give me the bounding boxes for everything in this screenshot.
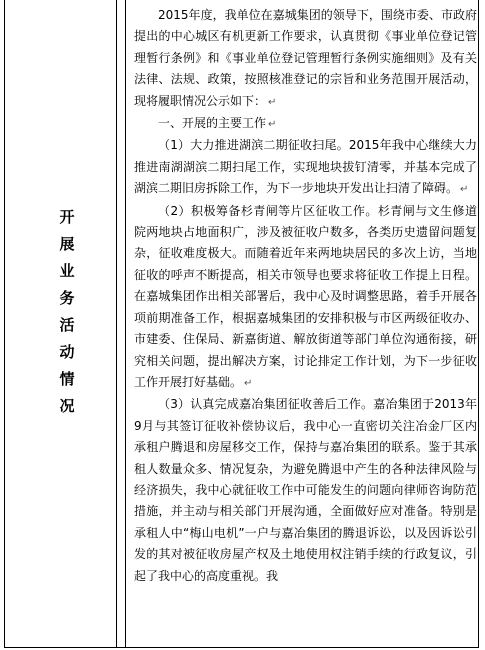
section-title-char: 开 [59, 208, 75, 226]
section-title-char: 活 [59, 316, 75, 334]
paragraph-heading [134, 113, 477, 135]
section-title-char: 业 [59, 262, 75, 280]
paragraph-item-3 [134, 394, 477, 587]
paragraph-text: （1）大力推进湖滨二期征收扫尾。2015年我中心继续大力推进南湖湖滨二期扫尾工作，实现地块拔钉清零，并基本完成了湖滨二期旧房拆除工作，为下一步地块开发出让扫清了障碍。 [134, 138, 477, 196]
paragraph-text: 2015年度，我单位在嘉城集团的领导下，围绕市委、市政府提出的中心城区有机更新工作要求，认真贯彻《事业单位登记管理暂行条例》和《事业单位登记管理暂行条例实施细则》及有关法律、法规、政策，按照核准登记的宗旨和业务范围开展活动，现将履职情况公示如下： [134, 8, 477, 108]
section-title [55, 210, 79, 426]
paragraph-item-2 [134, 201, 477, 395]
section-title-char: 展 [59, 235, 75, 253]
content-cell [125, 0, 480, 647]
paragraph-mark: ↵ [268, 119, 277, 131]
paragraph-item-1 [134, 135, 477, 200]
paragraph-text: （2）积极筹备杉青闸等片区征收工作。杉青闸与文生修道院两地块占地面积广，涉及被征收户数多，各类历史遗留问题复杂，征收难度极大。而随着近年来两地块居民的多次上访，当地征收的呼声不断提高，相关市领导也要求将征收工作提上日程。在嘉城集团作出相关部署后，我中心及时调整思路，着手开展各项前期准备工作，根据嘉城集团的安排积极与市区两级征收办、市建委、住保局、新嘉街道、解放街道等部门单位沟通衔接，研究相关问题，提出解决方案，讨论排定工作计划，为下一步征收工作开展打好基础。 [134, 203, 477, 389]
section-label-cell [5, 0, 117, 647]
paragraph-mark: ↵ [460, 184, 469, 196]
paragraph-text: （3）认真完成嘉冶集团征收善后工作。嘉冶集团于2013年9月与其签订征收补偿协议后，我中心一直密切关注冶金厂区内承租户腾退和房屋移交工作，保持与嘉冶集团的联系。鉴于其承租人数量众多、情况复杂，为避免腾退中产生的各种法律风险与经济损失，我中心就征收工作中可能发生的问题向律师咨询防范措施，并主动与相关部门开展沟通，全面做好应对准备。特别是承租人中“梅山电机”一户与嘉冶集团的腾退诉讼，以及因诉讼引发的其对被征收房屋产权及土地使用权注销手续的行政复议，引起了我中心的高度重视。我 [134, 397, 477, 583]
document-table [4, 0, 479, 648]
paragraph-mark: ↵ [244, 377, 253, 389]
section-title-char: 情 [59, 370, 75, 388]
content-body [134, 5, 477, 587]
paragraph-mark: ↵ [268, 96, 277, 108]
section-title-char: 务 [59, 289, 75, 307]
section-title-char: 动 [59, 343, 75, 361]
paragraph-intro [134, 5, 477, 113]
paragraph-text: 一、开展的主要工作 [158, 116, 267, 131]
section-title-char: 况 [59, 397, 75, 415]
